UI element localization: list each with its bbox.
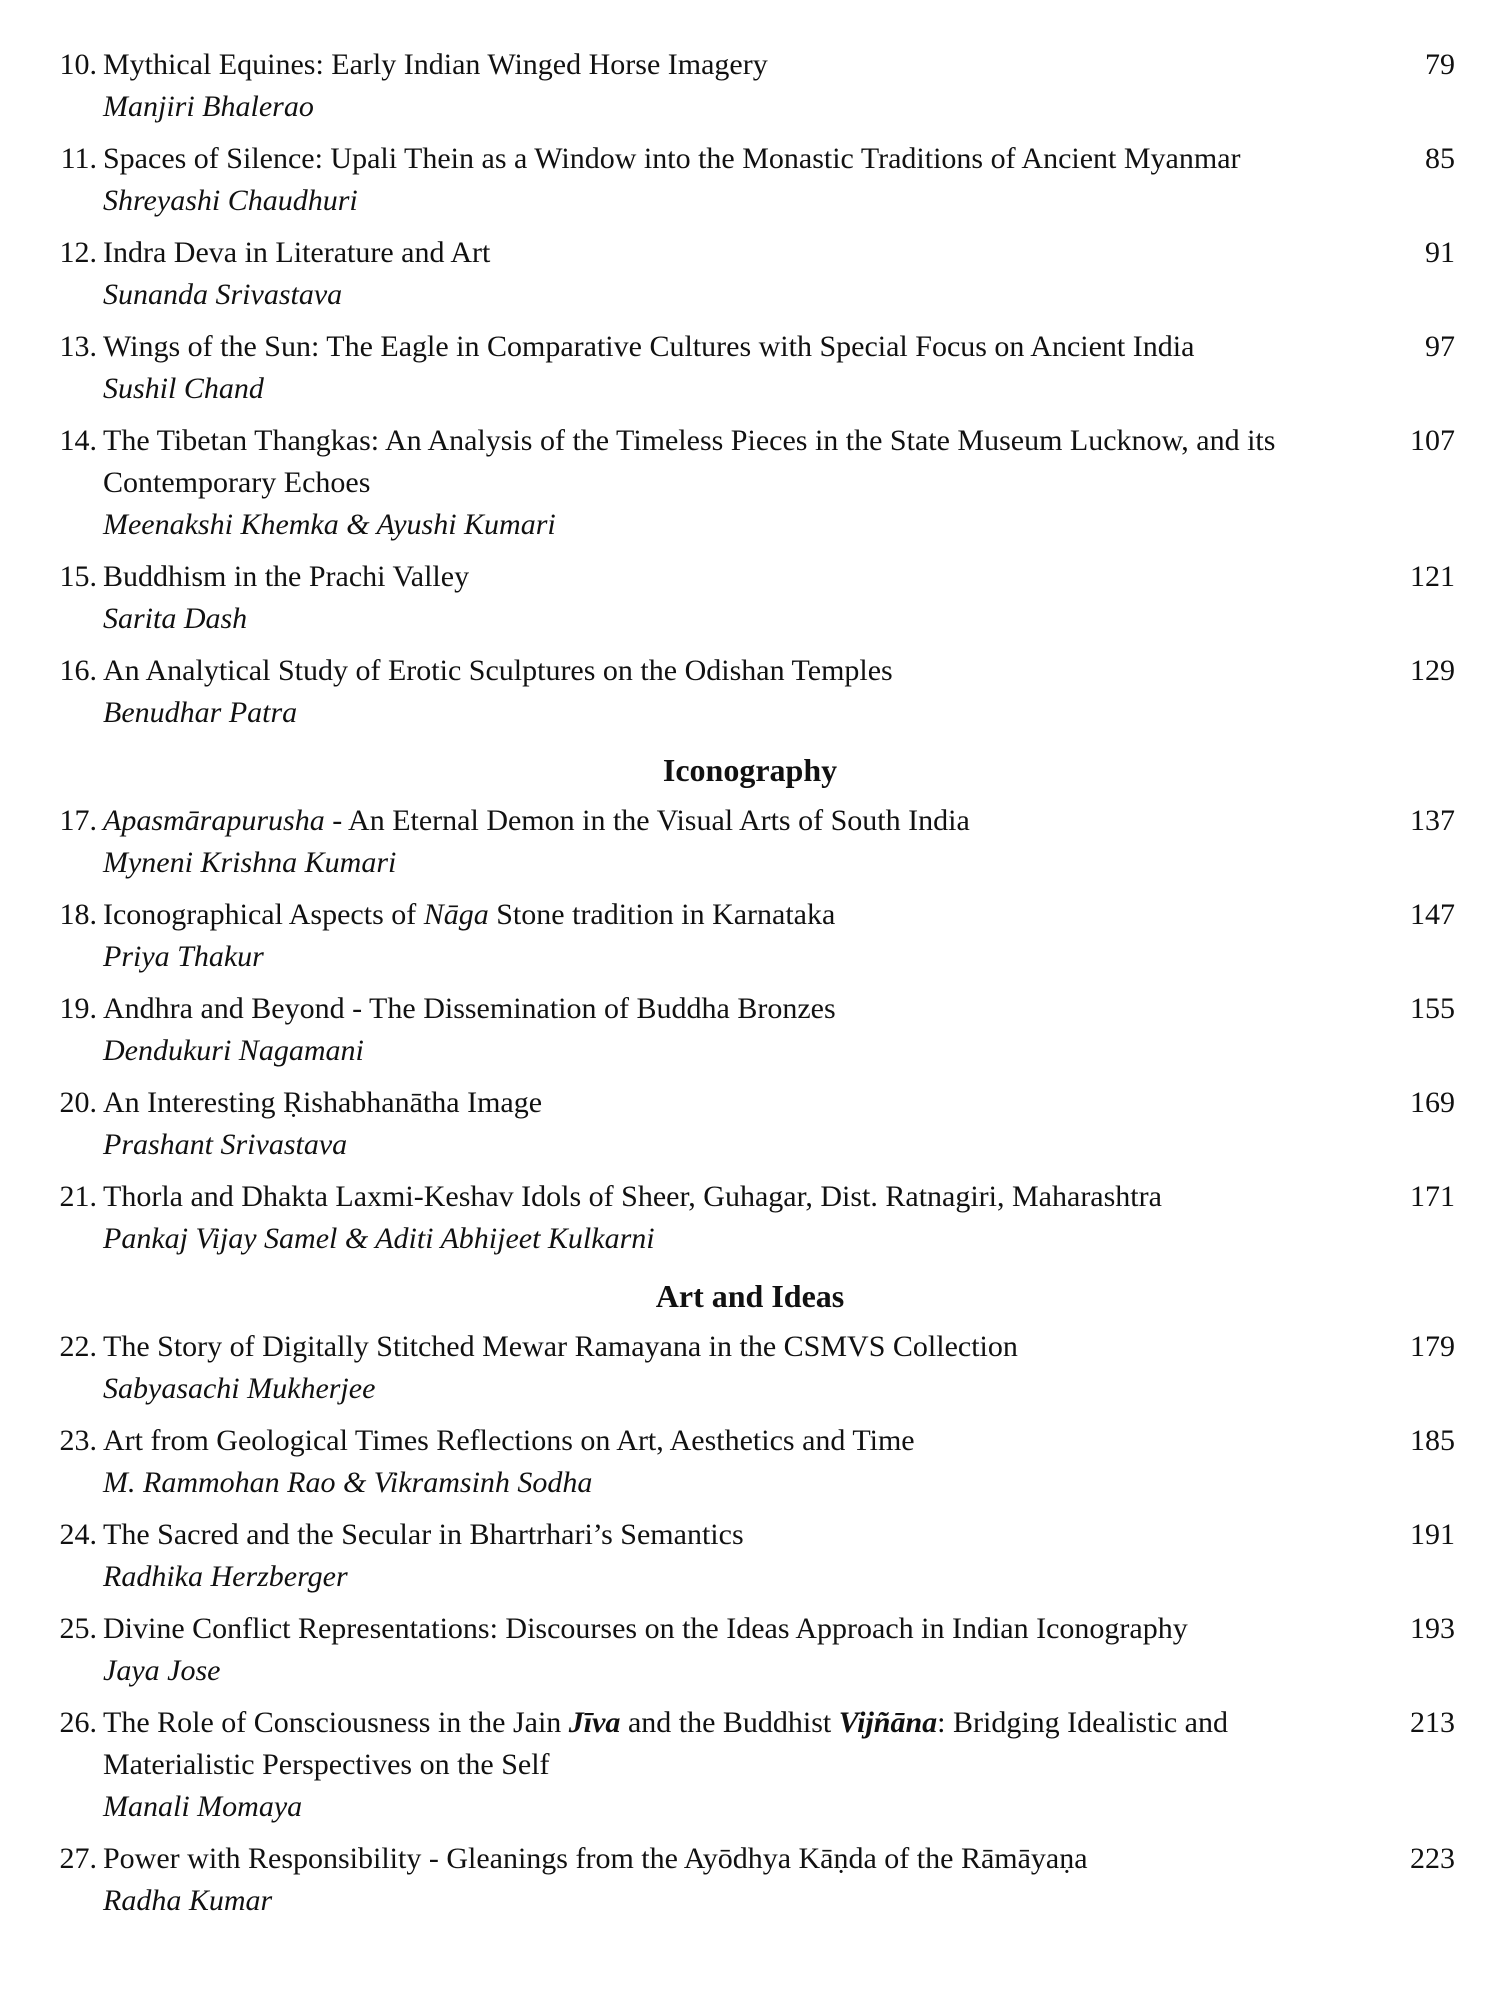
- entry-title: Spaces of Silence: Upali Thein as a Window into the Monastic Traditions of Ancient Myanmar: [103, 142, 1241, 175]
- title-text: - An Eternal Demon in the Visual Arts of South India: [324, 804, 970, 837]
- entry-body: [103, 1514, 1345, 1598]
- toc-entry: [45, 800, 1455, 884]
- entry-number: 10.: [59, 48, 97, 81]
- title-italic-term: Jīva: [568, 1706, 621, 1739]
- title-text: and the Buddhist: [620, 1706, 839, 1739]
- entry-title: Thorla and Dhakta Laxmi-Keshav Idols of Sheer, Guhagar, Dist. Ratnagiri, Maharashtra: [103, 1180, 1162, 1213]
- toc-entry: [45, 44, 1455, 128]
- entry-body: [103, 800, 1345, 884]
- title-italic-term: Nāga: [423, 898, 489, 931]
- entry-page: 213: [1410, 1706, 1455, 1739]
- entry-number: 22.: [59, 1330, 97, 1363]
- entry-page: 223: [1410, 1842, 1455, 1875]
- entry-body: [103, 556, 1345, 640]
- entry-page: 129: [1410, 654, 1455, 687]
- entry-author: Shreyashi Chaudhuri: [103, 184, 358, 217]
- entry-title: Power with Responsibility - Gleanings from the Ayōdhya Kāṇda of the Rāmāyaṇa: [103, 1842, 1088, 1875]
- entry-body: [103, 44, 1345, 128]
- toc-entry: [45, 988, 1455, 1072]
- entry-page: 147: [1410, 898, 1455, 931]
- entry-number: 26.: [59, 1706, 97, 1739]
- entry-title: An Interesting Ṛishabhanātha Image: [103, 1086, 543, 1119]
- entry-title: Divine Conflict Representations: Discourses on the Ideas Approach in Indian Iconography: [103, 1612, 1188, 1645]
- toc-entry: [45, 420, 1455, 546]
- entry-page: 85: [1425, 142, 1455, 175]
- entry-number: 16.: [59, 654, 97, 687]
- entry-author: M. Rammohan Rao & Vikramsinh Sodha: [103, 1466, 593, 1499]
- entry-number: 17.: [59, 804, 97, 837]
- toc-entry: [45, 1608, 1455, 1692]
- entry-author: Meenakshi Khemka & Ayushi Kumari: [103, 508, 556, 541]
- entry-number: 25.: [59, 1612, 97, 1645]
- toc-entry: [45, 232, 1455, 316]
- entry-title: The Sacred and the Secular in Bhartrhari’s Semantics: [103, 1518, 744, 1551]
- entry-number: 15.: [59, 560, 97, 593]
- toc-entry: [45, 1082, 1455, 1166]
- entry-page: 137: [1410, 804, 1455, 837]
- entry-title: Mythical Equines: Early Indian Winged Horse Imagery: [103, 48, 768, 81]
- entry-body: [103, 1326, 1345, 1410]
- entry-body: [103, 650, 1345, 734]
- entry-page: 79: [1425, 48, 1455, 81]
- entry-author: Pankaj Vijay Samel & Aditi Abhijeet Kulkarni: [103, 1222, 655, 1255]
- toc-entry: [45, 556, 1455, 640]
- entry-author: Manjiri Bhalerao: [103, 90, 314, 123]
- title-text: Iconographical Aspects of: [103, 898, 424, 931]
- entry-title: An Analytical Study of Erotic Sculptures on the Odishan Temples: [103, 654, 893, 687]
- entry-page: 191: [1410, 1518, 1455, 1551]
- entry-number: 12.: [59, 236, 97, 269]
- entry-body: [103, 1420, 1345, 1504]
- entry-number: 20.: [59, 1086, 97, 1119]
- entry-author: Manali Momaya: [103, 1790, 303, 1823]
- title-italic-term: Apasmārapurusha: [103, 804, 325, 837]
- toc-entry: [45, 650, 1455, 734]
- section-heading-art-and-ideas: Art and Ideas: [655, 1278, 845, 1314]
- entry-body: [103, 326, 1345, 410]
- entry-author: Prashant Srivastava: [103, 1128, 348, 1161]
- entry-author: Sunanda Srivastava: [103, 278, 343, 311]
- entry-body: [103, 138, 1345, 222]
- entry-page: 185: [1410, 1424, 1455, 1457]
- entry-author: Dendukuri Nagamani: [103, 1034, 364, 1067]
- entry-body: [103, 988, 1345, 1072]
- entry-number: 11.: [60, 142, 97, 175]
- entry-title: Andhra and Beyond - The Dissemination of Buddha Bronzes: [103, 992, 836, 1025]
- toc-entry: [45, 1176, 1455, 1260]
- entry-body: [103, 1608, 1345, 1692]
- entry-body: [103, 1176, 1345, 1260]
- entry-author: Sabyasachi Mukherjee: [103, 1372, 376, 1405]
- toc-entry: [45, 326, 1455, 410]
- entry-title: Wings of the Sun: The Eagle in Comparative Cultures with Special Focus on Ancient India: [103, 330, 1195, 363]
- entry-title: [103, 894, 1345, 936]
- toc-entry: [45, 1838, 1455, 1922]
- entry-number: 21.: [59, 1180, 97, 1213]
- entry-number: 23.: [59, 1424, 97, 1457]
- entry-body: [103, 1702, 1345, 1828]
- entry-title: Buddhism in the Prachi Valley: [103, 560, 470, 593]
- entry-author: Priya Thakur: [103, 940, 264, 973]
- entry-page: 193: [1410, 1612, 1455, 1645]
- title-text: The Role of Consciousness in the Jain: [103, 1706, 569, 1739]
- entry-author: Jaya Jose: [103, 1654, 221, 1687]
- toc-entry: [45, 138, 1455, 222]
- title-text: : Bridging Idealistic and Materialistic Perspectives on the Self: [103, 1706, 1228, 1781]
- entry-page: 179: [1410, 1330, 1455, 1363]
- entry-number: 19.: [59, 992, 97, 1025]
- entry-author: Benudhar Patra: [103, 696, 298, 729]
- entry-body: [103, 232, 1345, 316]
- section-heading-iconography: Iconography: [662, 752, 838, 788]
- entry-number: 24.: [59, 1518, 97, 1551]
- entry-number: 14.: [59, 424, 97, 457]
- entry-body: [103, 1838, 1345, 1922]
- entry-page: 169: [1410, 1086, 1455, 1119]
- toc-entry: [45, 1326, 1455, 1410]
- entry-title: The Story of Digitally Stitched Mewar Ramayana in the CSMVS Collection: [103, 1330, 1018, 1363]
- entry-title: The Tibetan Thangkas: An Analysis of the Timeless Pieces in the State Museum Lucknow, and its Contemporary Echoes: [103, 424, 1276, 499]
- entry-body: [103, 894, 1345, 978]
- entry-page: 171: [1410, 1180, 1455, 1213]
- entry-page: 107: [1410, 424, 1455, 457]
- entry-author: Radha Kumar: [103, 1884, 273, 1917]
- entry-author: Sushil Chand: [103, 372, 264, 405]
- entry-body: [103, 1082, 1345, 1166]
- entry-number: 18.: [59, 898, 97, 931]
- toc-entry: [45, 1420, 1455, 1504]
- table-of-contents: [45, 44, 1455, 1932]
- title-text: Stone tradition in Karnataka: [488, 898, 836, 931]
- entry-author: Myneni Krishna Kumari: [103, 846, 397, 879]
- entry-page: 121: [1410, 560, 1455, 593]
- toc-entry: [45, 894, 1455, 978]
- entry-page: 97: [1425, 330, 1455, 363]
- entry-page: 91: [1425, 236, 1455, 269]
- entry-page: 155: [1410, 992, 1455, 1025]
- toc-entry: [45, 1514, 1455, 1598]
- entry-number: 27.: [59, 1842, 97, 1875]
- entry-author: Sarita Dash: [103, 602, 248, 635]
- entry-body: [103, 420, 1345, 546]
- entry-title: [103, 800, 1345, 842]
- entry-number: 13.: [59, 330, 97, 363]
- title-italic-term: Vijñāna: [838, 1706, 938, 1739]
- entry-title: Art from Geological Times Reflections on Art, Aesthetics and Time: [103, 1424, 915, 1457]
- entry-title: Indra Deva in Literature and Art: [103, 236, 491, 269]
- entry-title: [103, 1702, 1345, 1786]
- toc-entry: [45, 1702, 1455, 1828]
- entry-author: Radhika Herzberger: [103, 1560, 348, 1593]
